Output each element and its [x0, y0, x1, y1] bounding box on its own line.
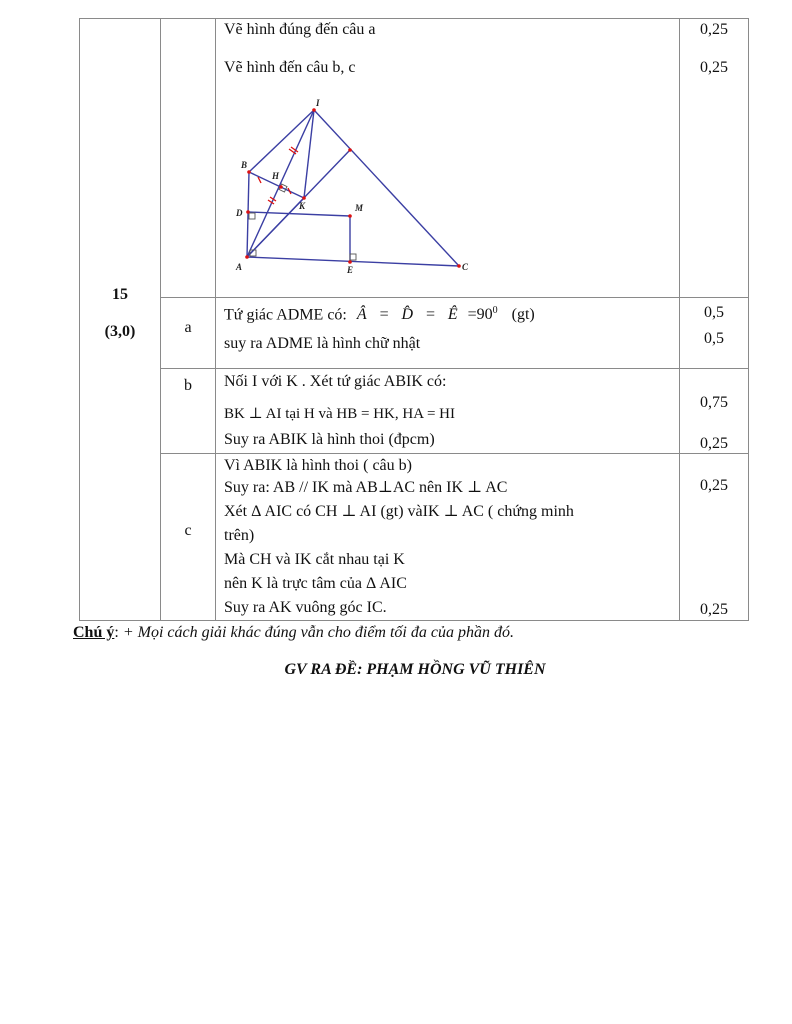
note-text: + Mọi cách giải khác đúng vẫn cho điểm tối đa của phần đó. — [118, 624, 514, 641]
label-m: M — [355, 203, 364, 213]
label-k: K — [299, 201, 306, 211]
drawing-line-1: Vẽ hình đúng đến câu a — [224, 21, 376, 38]
part-a-score-1: 0,5 — [704, 304, 724, 321]
drawing-score-2: 0,25 — [700, 59, 728, 76]
part-b-score-2: 0,25 — [700, 435, 728, 452]
part-a-line-2: suy ra ADME là hình chữ nhật — [224, 335, 421, 352]
note — [73, 623, 514, 643]
part-c-line-2: Suy ra: AB // IK mà AB⊥AC nên IK ⊥ AC — [224, 479, 508, 496]
angle-e: Ê — [447, 306, 458, 324]
drawing-score-1: 0,25 — [700, 21, 728, 38]
angle-d: D̂ — [401, 306, 414, 324]
part-c-line-3: Xét Δ AIC có CH ⊥ AI (gt) vàIK ⊥ AC ( chứng minh — [224, 503, 574, 520]
part-b-label: b — [184, 377, 192, 394]
label-a: A — [236, 262, 243, 272]
part-c-line-1: Vì ABIK là hình thoi ( câu b) — [224, 457, 412, 474]
author-footer: GV RA ĐỀ: PHẠM HỒNG VŨ THIÊN — [284, 661, 546, 678]
question-points: (3,0) — [104, 323, 136, 340]
right-angle-marks — [249, 184, 356, 260]
figure-points — [245, 108, 461, 268]
part-b-score-1: 0,75 — [700, 394, 728, 411]
part-b-line-2: BK ⊥ AI tại H và HB = HK, HA = HI — [224, 406, 456, 422]
part-a-line-1 — [224, 301, 535, 325]
part-c-label: c — [184, 522, 192, 539]
degree-sup: 0 — [492, 305, 498, 316]
part-c-score-1: 0,25 — [700, 477, 728, 494]
geometry-figure — [228, 92, 478, 277]
part-c-line-4: trên) — [224, 527, 255, 544]
question-number: 15 — [112, 286, 128, 303]
part-b-line-1: Nối I với K . Xét tứ giác ABIK có: — [224, 373, 447, 390]
equals-1: = — [378, 306, 390, 324]
part-a-prefix: Tứ giác ADME có: — [224, 306, 347, 324]
part-c-line-5: Mà CH và IK cắt nhau tại K — [224, 551, 405, 568]
note-colon: : — [114, 624, 119, 641]
label-i: I — [316, 98, 320, 108]
part-a-score-2: 0,5 — [704, 330, 724, 347]
part-a-label: a — [184, 319, 192, 336]
label-b: B — [241, 160, 248, 170]
part-c-line-6: nên K là trực tâm của Δ AIC — [224, 575, 407, 592]
label-e: E — [347, 265, 354, 275]
note-label: Chú ý — [73, 624, 115, 641]
part-b-line-3: Suy ra ABIK là hình thoi (đpcm) — [224, 431, 435, 448]
label-d: D — [236, 208, 243, 218]
given-note: (gt) — [511, 306, 535, 324]
angle-a: Â — [356, 306, 367, 324]
label-h: H — [272, 171, 280, 181]
part-c-score-2: 0,25 — [700, 601, 728, 618]
figure-lines — [247, 110, 459, 266]
equals-2: = — [425, 306, 436, 324]
angle-value: =90 — [467, 306, 493, 324]
drawing-line-2: Vẽ hình đến câu b, c — [224, 59, 356, 76]
part-c-line-7: Suy ra AK vuông góc IC. — [224, 599, 387, 616]
label-c: C — [462, 262, 469, 272]
